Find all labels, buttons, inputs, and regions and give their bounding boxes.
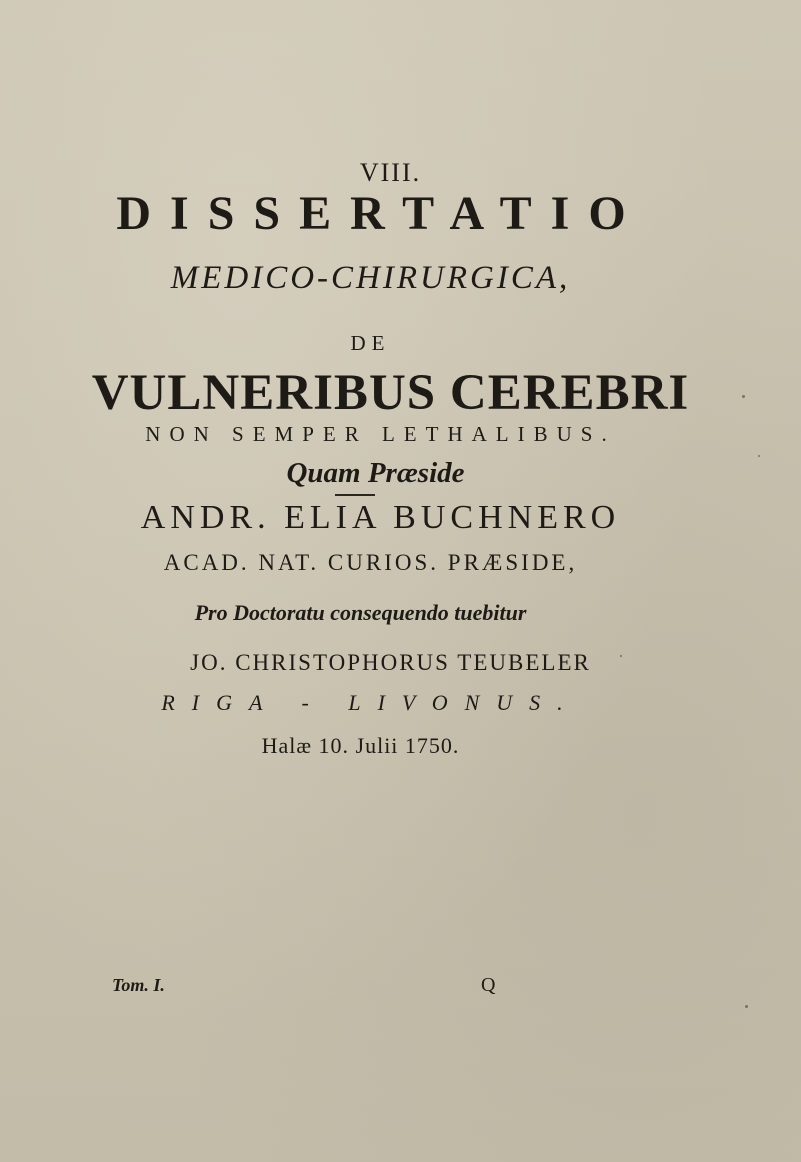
praeses-title: ACAD. NAT. CURIOS. PRÆSIDE, — [163, 550, 578, 575]
paper-speck — [758, 455, 760, 457]
place-and-date: Halæ 10. Julii 1750. — [261, 733, 460, 758]
respondent-origin: RIGA - LIVONUS. — [161, 690, 580, 715]
praeses-name: ANDR. ELIA BUCHNERO — [140, 499, 621, 536]
subheading-medico-chirurgica: MEDICO-CHIRURGICA, — [170, 260, 571, 296]
paper-speck — [620, 655, 622, 657]
signature-mark: Q — [481, 974, 496, 996]
dissertation-number: VIII. — [359, 158, 422, 187]
quam-praeside: Quam Præside — [286, 457, 465, 489]
main-title: VULNERIBUS CEREBRI — [91, 365, 690, 421]
volume-indicator: Tom. I. — [112, 975, 165, 995]
pro-doctoratu-line: Pro Doctoratu consequendo tuebitur — [194, 600, 527, 625]
heading-dissertatio: DISSERTATIO — [116, 187, 645, 240]
word-de: DE — [350, 331, 391, 355]
paper-speck — [742, 395, 745, 398]
paper-speck — [745, 1005, 748, 1008]
quam-underline — [335, 494, 375, 496]
respondent-name: JO. CHRISTOPHORUS TEUBELER — [190, 650, 591, 675]
title-continuation: NON SEMPER LETHALIBUS. — [145, 422, 616, 446]
